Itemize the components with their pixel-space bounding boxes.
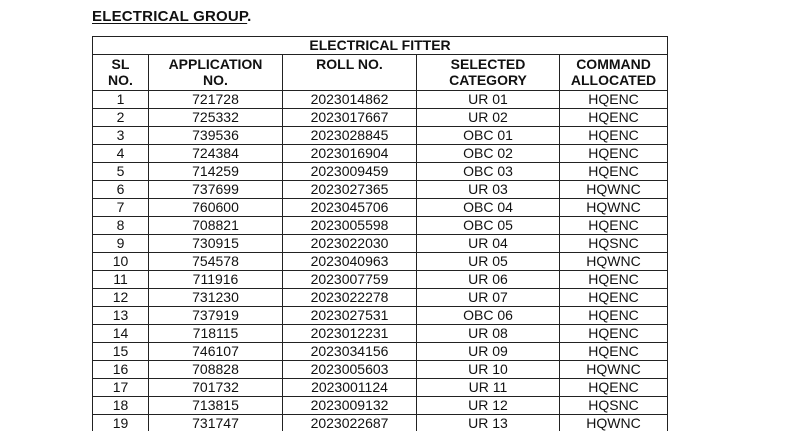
- cell-roll-no: 2023022030: [283, 235, 417, 253]
- table-row: [93, 289, 668, 307]
- cell-roll-no: 2023009459: [283, 163, 417, 181]
- cell-application-no: 739536: [149, 127, 283, 145]
- cell-command-allocated: HQENC: [560, 163, 668, 181]
- cell-sl-no: 16: [93, 361, 149, 379]
- cell-selected-category: OBC 05: [417, 217, 560, 235]
- cell-selected-category: UR 04: [417, 235, 560, 253]
- cell-selected-category: UR 07: [417, 289, 560, 307]
- col-header-app-line1: APPLICATION: [168, 56, 263, 72]
- cell-application-no: 724384: [149, 145, 283, 163]
- table-row: [93, 343, 668, 361]
- cell-sl-no: 18: [93, 397, 149, 415]
- cell-sl-no: 2: [93, 109, 149, 127]
- cell-command-allocated: HQENC: [560, 127, 668, 145]
- cell-command-allocated: HQWNC: [560, 361, 668, 379]
- cell-command-allocated: HQENC: [560, 307, 668, 325]
- cell-sl-no: 10: [93, 253, 149, 271]
- cell-roll-no: 2023001124: [283, 379, 417, 397]
- table-row: [93, 361, 668, 379]
- cell-command-allocated: HQENC: [560, 271, 668, 289]
- cell-roll-no: 2023028845: [283, 127, 417, 145]
- col-header-sl-no: [93, 55, 149, 91]
- cell-application-no: 730915: [149, 235, 283, 253]
- cell-sl-no: 8: [93, 217, 149, 235]
- table-body: [93, 91, 668, 431]
- cell-sl-no: 4: [93, 145, 149, 163]
- cell-roll-no: 2023009132: [283, 397, 417, 415]
- cell-roll-no: 2023014862: [283, 91, 417, 109]
- cell-application-no: 731230: [149, 289, 283, 307]
- cell-roll-no: 2023016904: [283, 145, 417, 163]
- cell-sl-no: 12: [93, 289, 149, 307]
- table-row: [93, 217, 668, 235]
- table-row: [93, 91, 668, 109]
- cell-roll-no: 2023034156: [283, 343, 417, 361]
- cell-sl-no: 17: [93, 379, 149, 397]
- section-title-row: [93, 37, 668, 55]
- cell-application-no: 714259: [149, 163, 283, 181]
- cell-command-allocated: HQENC: [560, 217, 668, 235]
- group-heading: [92, 8, 252, 25]
- cell-roll-no: 2023007759: [283, 271, 417, 289]
- cell-command-allocated: HQENC: [560, 145, 668, 163]
- cell-roll-no: 2023012231: [283, 325, 417, 343]
- cell-application-no: 718115: [149, 325, 283, 343]
- cell-application-no: 731747: [149, 415, 283, 431]
- table-row: [93, 199, 668, 217]
- cell-command-allocated: HQWNC: [560, 253, 668, 271]
- cell-command-allocated: HQENC: [560, 91, 668, 109]
- table-row: [93, 109, 668, 127]
- cell-application-no: 708828: [149, 361, 283, 379]
- cell-application-no: 737699: [149, 181, 283, 199]
- cell-command-allocated: HQSNC: [560, 235, 668, 253]
- cell-selected-category: OBC 01: [417, 127, 560, 145]
- cell-application-no: 701732: [149, 379, 283, 397]
- cell-command-allocated: HQENC: [560, 109, 668, 127]
- cell-selected-category: UR 10: [417, 361, 560, 379]
- group-heading-suffix: .: [247, 8, 252, 25]
- cell-sl-no: 11: [93, 271, 149, 289]
- cell-selected-category: UR 12: [417, 397, 560, 415]
- col-header-sl-line2: NO.: [108, 72, 133, 88]
- col-header-cat-line2: CATEGORY: [449, 72, 527, 88]
- cell-selected-category: UR 06: [417, 271, 560, 289]
- results-table: [92, 36, 668, 431]
- cell-roll-no: 2023005603: [283, 361, 417, 379]
- col-header-cmd-line2: ALLOCATED: [570, 72, 657, 88]
- cell-sl-no: 6: [93, 181, 149, 199]
- cell-selected-category: UR 08: [417, 325, 560, 343]
- table-header: [93, 37, 668, 91]
- cell-selected-category: OBC 06: [417, 307, 560, 325]
- cell-selected-category: UR 11: [417, 379, 560, 397]
- cell-application-no: 721728: [149, 91, 283, 109]
- cell-roll-no: 2023005598: [283, 217, 417, 235]
- cell-roll-no: 2023022687: [283, 415, 417, 431]
- cell-sl-no: 9: [93, 235, 149, 253]
- col-header-app-line2: NO.: [203, 72, 228, 88]
- col-header-cat-line1: SELECTED: [450, 56, 526, 72]
- cell-selected-category: OBC 02: [417, 145, 560, 163]
- table-row: [93, 379, 668, 397]
- cell-command-allocated: HQENC: [560, 343, 668, 361]
- group-heading-text: ELECTRICAL GROUP: [92, 8, 248, 25]
- cell-application-no: 711916: [149, 271, 283, 289]
- cell-sl-no: 19: [93, 415, 149, 431]
- cell-selected-category: UR 09: [417, 343, 560, 361]
- col-header-selected-category: [417, 55, 560, 91]
- cell-sl-no: 13: [93, 307, 149, 325]
- cell-roll-no: 2023027531: [283, 307, 417, 325]
- cell-sl-no: 7: [93, 199, 149, 217]
- cell-command-allocated: HQENC: [560, 379, 668, 397]
- col-header-sl-line1: SL: [111, 56, 130, 72]
- table-row: [93, 145, 668, 163]
- cell-application-no: 746107: [149, 343, 283, 361]
- col-header-command-allocated: [560, 55, 668, 91]
- cell-roll-no: 2023040963: [283, 253, 417, 271]
- cell-command-allocated: HQWNC: [560, 199, 668, 217]
- col-header-cmd-line1: COMMAND: [576, 56, 651, 72]
- table-row: [93, 181, 668, 199]
- cell-sl-no: 1: [93, 91, 149, 109]
- col-header-roll: ROLL NO.: [316, 56, 383, 72]
- cell-application-no: 708821: [149, 217, 283, 235]
- table-row: [93, 397, 668, 415]
- cell-command-allocated: HQWNC: [560, 415, 668, 431]
- cell-selected-category: UR 01: [417, 91, 560, 109]
- cell-sl-no: 14: [93, 325, 149, 343]
- cell-command-allocated: HQENC: [560, 325, 668, 343]
- column-header-row: [93, 55, 668, 91]
- cell-sl-no: 15: [93, 343, 149, 361]
- table-row: [93, 127, 668, 145]
- col-header-roll-no: [283, 55, 417, 91]
- cell-application-no: 760600: [149, 199, 283, 217]
- table-row: [93, 307, 668, 325]
- cell-selected-category: OBC 04: [417, 199, 560, 217]
- cell-sl-no: 5: [93, 163, 149, 181]
- cell-sl-no: 3: [93, 127, 149, 145]
- table-row: [93, 325, 668, 343]
- cell-roll-no: 2023027365: [283, 181, 417, 199]
- table-row: [93, 271, 668, 289]
- cell-roll-no: 2023022278: [283, 289, 417, 307]
- cell-selected-category: UR 13: [417, 415, 560, 431]
- cell-command-allocated: HQWNC: [560, 181, 668, 199]
- cell-command-allocated: HQENC: [560, 289, 668, 307]
- cell-selected-category: OBC 03: [417, 163, 560, 181]
- col-header-application-no: [149, 55, 283, 91]
- cell-command-allocated: HQSNC: [560, 397, 668, 415]
- cell-application-no: 754578: [149, 253, 283, 271]
- cell-application-no: 725332: [149, 109, 283, 127]
- table-row: [93, 235, 668, 253]
- cell-application-no: 713815: [149, 397, 283, 415]
- cell-selected-category: UR 05: [417, 253, 560, 271]
- table-row: [93, 163, 668, 181]
- table-row: [93, 253, 668, 271]
- cell-application-no: 737919: [149, 307, 283, 325]
- section-title: ELECTRICAL FITTER: [93, 37, 668, 55]
- cell-selected-category: UR 03: [417, 181, 560, 199]
- cell-selected-category: UR 02: [417, 109, 560, 127]
- table-row: [93, 415, 668, 431]
- cell-roll-no: 2023017667: [283, 109, 417, 127]
- cell-roll-no: 2023045706: [283, 199, 417, 217]
